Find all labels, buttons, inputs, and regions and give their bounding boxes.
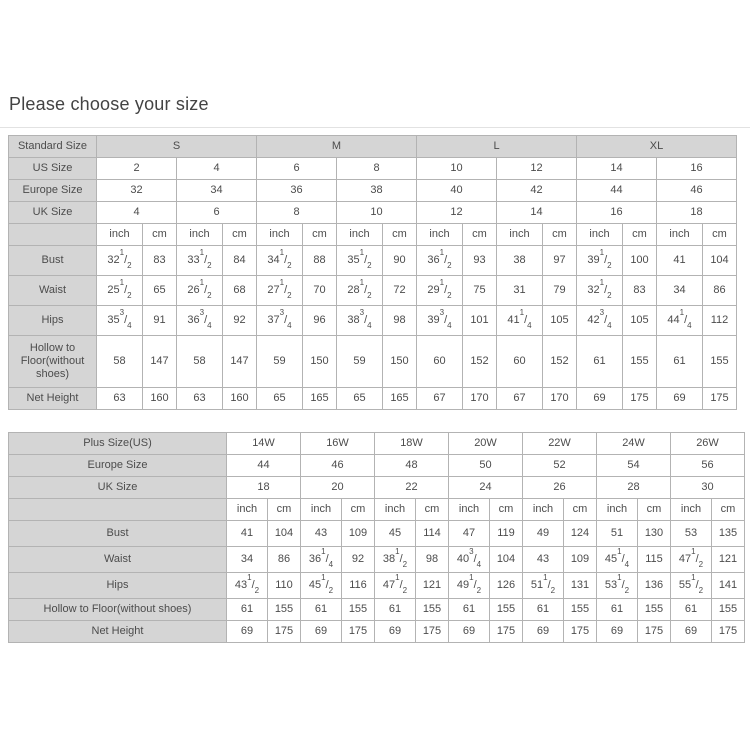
value-cell: 6 [177, 202, 257, 224]
value-cell: 12 [417, 202, 497, 224]
value-cell: 147 [143, 336, 177, 388]
value-cell: 61 [577, 336, 623, 388]
value-cell: 96 [303, 306, 337, 336]
value-cell: 20W [449, 433, 523, 455]
value-cell: $35^3/_4$ [97, 306, 143, 336]
value-cell: $47^1/_2$ [671, 547, 712, 573]
value-cell: 141 [712, 573, 745, 599]
value-cell: 86 [703, 276, 737, 306]
unit-cell: inch [301, 499, 342, 521]
row-label-europe-size: Europe Size [9, 455, 227, 477]
value-cell: 175 [490, 621, 523, 643]
unit-cell: cm [623, 224, 657, 246]
value-cell: 16 [657, 158, 737, 180]
value-cell: $40^3/_4$ [449, 547, 490, 573]
value-cell: 136 [638, 573, 671, 599]
unit-cell: inch [449, 499, 490, 521]
value-cell: 61 [227, 599, 268, 621]
value-cell: 88 [303, 246, 337, 276]
row-waist [9, 276, 737, 306]
value-cell: 114 [416, 521, 449, 547]
value-cell: $32^1/_2$ [97, 246, 143, 276]
value-cell: 92 [342, 547, 375, 573]
value-cell: 104 [703, 246, 737, 276]
value-cell: 175 [712, 621, 745, 643]
row-net-height [9, 621, 745, 643]
unit-cell: inch [257, 224, 303, 246]
value-cell: 12 [497, 158, 577, 180]
value-cell: 175 [623, 388, 657, 410]
value-cell: $26^1/_2$ [177, 276, 223, 306]
value-cell: 61 [301, 599, 342, 621]
unit-cell: inch [657, 224, 703, 246]
value-cell: 121 [712, 547, 745, 573]
row-label-waist: Waist [9, 547, 227, 573]
value-cell: 105 [623, 306, 657, 336]
value-cell: XL [577, 136, 737, 158]
unit-cell: cm [638, 499, 671, 521]
row-label-hollow-to-floor-without-shoes: Hollow to Floor(without shoes) [9, 336, 97, 388]
value-cell: 104 [490, 547, 523, 573]
value-cell: 69 [597, 621, 638, 643]
value-cell: 61 [375, 599, 416, 621]
value-cell: 16W [301, 433, 375, 455]
row-units [9, 499, 745, 521]
value-cell: $38^3/_4$ [337, 306, 383, 336]
value-cell: $36^1/_2$ [417, 246, 463, 276]
value-cell: 4 [177, 158, 257, 180]
value-cell: 175 [703, 388, 737, 410]
value-cell: 36 [257, 180, 337, 202]
row-europe-size [9, 455, 745, 477]
value-cell: 109 [564, 547, 597, 573]
value-cell: 10 [337, 202, 417, 224]
value-cell: 65 [337, 388, 383, 410]
value-cell: $45^1/_4$ [597, 547, 638, 573]
unit-cell: cm [703, 224, 737, 246]
row-label-plus-size-us: Plus Size(US) [9, 433, 227, 455]
value-cell: 115 [638, 547, 671, 573]
row-plus-size-us [9, 433, 745, 455]
value-cell: 150 [303, 336, 337, 388]
row-label-uk-size: UK Size [9, 477, 227, 499]
value-cell: 34 [657, 276, 703, 306]
value-cell: 69 [449, 621, 490, 643]
unit-cell: cm [383, 224, 417, 246]
value-cell: $38^1/_2$ [375, 547, 416, 573]
value-cell: 147 [223, 336, 257, 388]
value-cell: 18W [375, 433, 449, 455]
value-cell: 38 [337, 180, 417, 202]
value-cell: $27^1/_2$ [257, 276, 303, 306]
unit-cell: inch [417, 224, 463, 246]
row-standard-size [9, 136, 737, 158]
unit-cell: inch [97, 224, 143, 246]
value-cell: 69 [577, 388, 623, 410]
row-hips [9, 573, 745, 599]
value-cell: $28^1/_2$ [337, 276, 383, 306]
unit-cell: cm [543, 224, 577, 246]
value-cell: 175 [638, 621, 671, 643]
value-cell: 105 [543, 306, 577, 336]
value-cell: 26W [671, 433, 745, 455]
value-cell: 61 [449, 599, 490, 621]
value-cell: 175 [342, 621, 375, 643]
row-label-hips: Hips [9, 573, 227, 599]
value-cell: 16 [577, 202, 657, 224]
row-label-hollow-to-floor-without-shoes: Hollow to Floor(without shoes) [9, 599, 227, 621]
value-cell: 65 [257, 388, 303, 410]
value-cell: 41 [227, 521, 268, 547]
value-cell: 47 [449, 521, 490, 547]
value-cell: 160 [143, 388, 177, 410]
value-cell: 119 [490, 521, 523, 547]
value-cell: 53 [671, 521, 712, 547]
value-cell: 83 [623, 276, 657, 306]
value-cell: 69 [523, 621, 564, 643]
row-uk-size [9, 477, 745, 499]
value-cell: 112 [703, 306, 737, 336]
value-cell: 98 [416, 547, 449, 573]
value-cell: 155 [564, 599, 597, 621]
value-cell: 10 [417, 158, 497, 180]
value-cell: $41^1/_4$ [497, 306, 543, 336]
value-cell: 34 [177, 180, 257, 202]
value-cell: 170 [463, 388, 497, 410]
row-units [9, 224, 737, 246]
unit-cell: inch [497, 224, 543, 246]
value-cell: $36^1/_4$ [301, 547, 342, 573]
row-bust [9, 246, 737, 276]
value-cell: 18 [657, 202, 737, 224]
value-cell: $32^1/_2$ [577, 276, 623, 306]
value-cell: 155 [342, 599, 375, 621]
unit-cell: cm [490, 499, 523, 521]
unit-cell: inch [375, 499, 416, 521]
value-cell: 59 [337, 336, 383, 388]
value-cell: 26 [523, 477, 597, 499]
row-bust [9, 521, 745, 547]
value-cell: 126 [490, 573, 523, 599]
value-cell: $43^1/_2$ [227, 573, 268, 599]
value-cell: 165 [383, 388, 417, 410]
value-cell: 175 [416, 621, 449, 643]
row-label-europe-size: Europe Size [9, 180, 97, 202]
value-cell: 44 [227, 455, 301, 477]
value-cell: 28 [597, 477, 671, 499]
value-cell: 130 [638, 521, 671, 547]
row-europe-size [9, 180, 737, 202]
value-cell: 45 [375, 521, 416, 547]
value-cell: $36^3/_4$ [177, 306, 223, 336]
value-cell: 40 [417, 180, 497, 202]
value-cell: 155 [712, 599, 745, 621]
value-cell: 46 [301, 455, 375, 477]
unit-cell: cm [416, 499, 449, 521]
row-label-standard-size: Standard Size [9, 136, 97, 158]
value-cell: 20 [301, 477, 375, 499]
value-cell: 69 [671, 621, 712, 643]
value-cell: 38 [497, 246, 543, 276]
value-cell: 56 [671, 455, 745, 477]
value-cell: $39^3/_4$ [417, 306, 463, 336]
value-cell: 155 [638, 599, 671, 621]
value-cell: 42 [497, 180, 577, 202]
value-cell: 4 [97, 202, 177, 224]
row-hips [9, 306, 737, 336]
value-cell: 31 [497, 276, 543, 306]
divider-line [0, 127, 750, 128]
value-cell: 104 [268, 521, 301, 547]
row-hollow-to-floor-without-shoes [9, 599, 745, 621]
value-cell: 52 [523, 455, 597, 477]
value-cell: 131 [564, 573, 597, 599]
row-label-uk-size: UK Size [9, 202, 97, 224]
page-title: Please choose your size [9, 94, 209, 114]
unit-cell: inch [227, 499, 268, 521]
value-cell: $51^1/_2$ [523, 573, 564, 599]
unit-cell: inch [577, 224, 623, 246]
value-cell: $45^1/_2$ [301, 573, 342, 599]
value-cell: 14W [227, 433, 301, 455]
standard-size-table [8, 135, 737, 410]
value-cell: 14 [577, 158, 657, 180]
row-label-units [9, 499, 227, 521]
value-cell: 14 [497, 202, 577, 224]
row-hollow-to-floor-without-shoes [9, 336, 737, 388]
value-cell: 75 [463, 276, 497, 306]
value-cell: 67 [417, 388, 463, 410]
unit-cell: inch [523, 499, 564, 521]
row-label-waist: Waist [9, 276, 97, 306]
value-cell: 69 [227, 621, 268, 643]
row-waist [9, 547, 745, 573]
value-cell: 170 [543, 388, 577, 410]
row-label-bust: Bust [9, 521, 227, 547]
value-cell: $44^1/_4$ [657, 306, 703, 336]
row-uk-size [9, 202, 737, 224]
value-cell: 41 [657, 246, 703, 276]
value-cell: L [417, 136, 577, 158]
row-label-net-height: Net Height [9, 621, 227, 643]
value-cell: 93 [463, 246, 497, 276]
row-label-bust: Bust [9, 246, 97, 276]
value-cell: 8 [337, 158, 417, 180]
value-cell: 51 [597, 521, 638, 547]
value-cell: $47^1/_2$ [375, 573, 416, 599]
unit-cell: cm [143, 224, 177, 246]
value-cell: 68 [223, 276, 257, 306]
value-cell: 50 [449, 455, 523, 477]
value-cell: 61 [671, 599, 712, 621]
value-cell: 92 [223, 306, 257, 336]
value-cell: 60 [497, 336, 543, 388]
value-cell: $53^1/_2$ [597, 573, 638, 599]
unit-cell: cm [342, 499, 375, 521]
value-cell: 83 [143, 246, 177, 276]
value-cell: 97 [543, 246, 577, 276]
value-cell: 32 [97, 180, 177, 202]
value-cell: 2 [97, 158, 177, 180]
row-label-hips: Hips [9, 306, 97, 336]
value-cell: 72 [383, 276, 417, 306]
value-cell: 90 [383, 246, 417, 276]
unit-cell: inch [597, 499, 638, 521]
row-us-size [9, 158, 737, 180]
value-cell: $37^3/_4$ [257, 306, 303, 336]
unit-cell: cm [564, 499, 597, 521]
value-cell: $49^1/_2$ [449, 573, 490, 599]
unit-cell: cm [463, 224, 497, 246]
value-cell: 63 [177, 388, 223, 410]
value-cell: 61 [657, 336, 703, 388]
value-cell: 69 [301, 621, 342, 643]
value-cell: 160 [223, 388, 257, 410]
value-cell: 58 [97, 336, 143, 388]
value-cell: $35^1/_2$ [337, 246, 383, 276]
unit-cell: inch [177, 224, 223, 246]
value-cell: 135 [712, 521, 745, 547]
value-cell: 8 [257, 202, 337, 224]
value-cell: 155 [703, 336, 737, 388]
value-cell: 18 [227, 477, 301, 499]
value-cell: 116 [342, 573, 375, 599]
value-cell: 44 [577, 180, 657, 202]
value-cell: 60 [417, 336, 463, 388]
value-cell: 98 [383, 306, 417, 336]
row-label-units [9, 224, 97, 246]
value-cell: 22W [523, 433, 597, 455]
value-cell: 30 [671, 477, 745, 499]
value-cell: 67 [497, 388, 543, 410]
value-cell: 24W [597, 433, 671, 455]
value-cell: 165 [303, 388, 337, 410]
value-cell: 155 [623, 336, 657, 388]
value-cell: 155 [490, 599, 523, 621]
value-cell: 86 [268, 547, 301, 573]
value-cell: 91 [143, 306, 177, 336]
value-cell: 46 [657, 180, 737, 202]
value-cell: 84 [223, 246, 257, 276]
value-cell: 49 [523, 521, 564, 547]
value-cell: $39^1/_2$ [577, 246, 623, 276]
value-cell: 43 [301, 521, 342, 547]
value-cell: 175 [268, 621, 301, 643]
unit-cell: inch [337, 224, 383, 246]
value-cell: $55^1/_2$ [671, 573, 712, 599]
value-cell: 58 [177, 336, 223, 388]
unit-cell: cm [223, 224, 257, 246]
value-cell: 101 [463, 306, 497, 336]
value-cell: M [257, 136, 417, 158]
plus-size-table [8, 432, 745, 643]
value-cell: 63 [97, 388, 143, 410]
value-cell: $25^1/_2$ [97, 276, 143, 306]
value-cell: 152 [463, 336, 497, 388]
value-cell: 175 [564, 621, 597, 643]
value-cell: 59 [257, 336, 303, 388]
unit-cell: inch [671, 499, 712, 521]
value-cell: 54 [597, 455, 671, 477]
value-cell: 121 [416, 573, 449, 599]
row-net-height [9, 388, 737, 410]
value-cell: 48 [375, 455, 449, 477]
value-cell: 61 [597, 599, 638, 621]
value-cell: 110 [268, 573, 301, 599]
value-cell: 43 [523, 547, 564, 573]
value-cell: 6 [257, 158, 337, 180]
value-cell: 152 [543, 336, 577, 388]
value-cell: 24 [449, 477, 523, 499]
value-cell: 109 [342, 521, 375, 547]
value-cell: 155 [416, 599, 449, 621]
row-label-net-height: Net Height [9, 388, 97, 410]
value-cell: 150 [383, 336, 417, 388]
value-cell: 100 [623, 246, 657, 276]
value-cell: 61 [523, 599, 564, 621]
value-cell: $33^1/_2$ [177, 246, 223, 276]
row-label-us-size: US Size [9, 158, 97, 180]
value-cell: S [97, 136, 257, 158]
value-cell: 124 [564, 521, 597, 547]
value-cell: 65 [143, 276, 177, 306]
value-cell: $34^1/_2$ [257, 246, 303, 276]
value-cell: 70 [303, 276, 337, 306]
unit-cell: cm [712, 499, 745, 521]
value-cell: 69 [375, 621, 416, 643]
value-cell: 79 [543, 276, 577, 306]
value-cell: 34 [227, 547, 268, 573]
value-cell: $29^1/_2$ [417, 276, 463, 306]
value-cell: 69 [657, 388, 703, 410]
unit-cell: cm [303, 224, 337, 246]
unit-cell: cm [268, 499, 301, 521]
value-cell: $42^3/_4$ [577, 306, 623, 336]
value-cell: 22 [375, 477, 449, 499]
value-cell: 155 [268, 599, 301, 621]
